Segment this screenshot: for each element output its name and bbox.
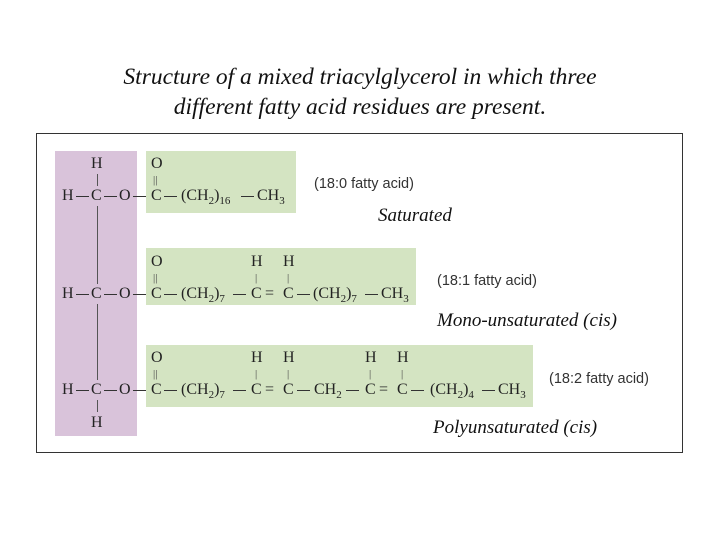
carbonyl-o-2: O — [151, 253, 163, 270]
bond-chain-2c — [297, 294, 310, 295]
glycerol-bottom-h: H — [91, 414, 103, 431]
chain2-ch2-group-2: $(CH_2)_7$ — [313, 285, 357, 305]
chain2-bond-h-b: | — [287, 272, 290, 284]
chain3-c-d: C — [397, 381, 408, 398]
title-line-1: Structure of a mixed triacylglycerol in which three — [123, 64, 597, 90]
bond-chain-3f — [482, 390, 495, 391]
chain3-bond-h-a: | — [255, 368, 258, 380]
bond-chain-1b — [241, 196, 254, 197]
bond-c-o-3 — [104, 390, 117, 391]
chain3-ch2-mid: $CH_2$ — [314, 381, 342, 401]
chain3-ch2-group-2: $(CH_2)_4$ — [430, 381, 474, 401]
chain2-bond-h-a: | — [255, 272, 258, 284]
chain3-bond-h-b: | — [287, 368, 290, 380]
bond-chain-3d — [346, 390, 359, 391]
glycerol-bond-top — [97, 174, 98, 186]
glycerol-o-2: O — [119, 285, 131, 302]
bond-o-c-1 — [133, 196, 146, 197]
bond-chain-3c — [297, 390, 310, 391]
chain3-double-bond-2: = — [379, 381, 389, 398]
carbonyl-double-bond-3: || — [153, 368, 158, 380]
glycerol-c-1: C — [91, 187, 102, 204]
glycerol-h-2: H — [62, 285, 74, 302]
bond-chain-2b — [233, 294, 246, 295]
diagram-title — [0, 62, 720, 122]
chain1-terminal-ch3: $CH_3$ — [257, 187, 285, 207]
glycerol-h-1: H — [62, 187, 74, 204]
fatty-acid-label-18-0: (18:0 fatty acid) — [314, 176, 414, 192]
chain3-c-c: C — [365, 381, 376, 398]
bond-chain-1a — [164, 196, 177, 197]
glycerol-bond-bottom — [97, 400, 98, 412]
chain2-c-a: C — [251, 285, 262, 302]
chain2-c-b: C — [283, 285, 294, 302]
carbonyl-o-3: O — [151, 349, 163, 366]
carbonyl-c-2: C — [151, 285, 162, 302]
chain3-double-bond-1: = — [265, 381, 275, 398]
glycerol-o-1: O — [119, 187, 131, 204]
bond-c-o-2 — [104, 294, 117, 295]
chain2-h-b: H — [283, 253, 295, 270]
carbonyl-c-3: C — [151, 381, 162, 398]
bond-o-c-2 — [133, 294, 146, 295]
chain3-c-a: C — [251, 381, 262, 398]
chain2-h-a: H — [251, 253, 263, 270]
chain3-h-a: H — [251, 349, 263, 366]
glycerol-bond-2-3 — [97, 304, 98, 380]
bond-h-c-2 — [76, 294, 89, 295]
bond-o-c-3 — [133, 390, 146, 391]
caption-polyunsaturated: Polyunsaturated (cis) — [433, 417, 598, 438]
bond-c-o-1 — [104, 196, 117, 197]
caption-mono-unsaturated: Mono-unsaturated (cis) — [437, 310, 617, 331]
glycerol-c-2: C — [91, 285, 102, 302]
chain3-h-b: H — [283, 349, 295, 366]
title-line-2: different fatty acid residues are present. — [173, 94, 547, 120]
fatty-acid-label-18-2: (18:2 fatty acid) — [549, 371, 649, 387]
chain1-ch2-group: $(CH_2)_{16}$ — [181, 187, 231, 207]
caption-saturated: Saturated — [378, 205, 452, 226]
chain3-bond-h-d: | — [401, 368, 404, 380]
carbonyl-double-bond-2: || — [153, 272, 158, 284]
chain2-terminal-ch3: $CH_3$ — [381, 285, 409, 305]
bond-chain-3b — [233, 390, 246, 391]
carbonyl-o-1: O — [151, 155, 163, 172]
chain2-ch2-group-1: $(CH_2)_7$ — [181, 285, 225, 305]
chain2-double-bond: = — [265, 285, 275, 302]
bond-chain-3e — [411, 390, 424, 391]
chain3-terminal-ch3: $CH_3$ — [498, 381, 526, 401]
bond-h-c-3 — [76, 390, 89, 391]
fatty-acid-label-18-1: (18:1 fatty acid) — [437, 273, 537, 289]
carbonyl-c-1: C — [151, 187, 162, 204]
chain3-ch2-group-1: $(CH_2)_7$ — [181, 381, 225, 401]
glycerol-h-3: H — [62, 381, 74, 398]
bond-h-c-1 — [76, 196, 89, 197]
glycerol-top-h: H — [91, 155, 103, 172]
chain3-h-c: H — [365, 349, 377, 366]
bond-chain-2d — [365, 294, 378, 295]
bond-chain-2a — [164, 294, 177, 295]
glycerol-c-3: C — [91, 381, 102, 398]
chain3-c-b: C — [283, 381, 294, 398]
glycerol-bond-1-2 — [97, 206, 98, 284]
bond-chain-3a — [164, 390, 177, 391]
glycerol-o-3: O — [119, 381, 131, 398]
carbonyl-double-bond-1: || — [153, 174, 158, 186]
chain3-bond-h-c: | — [369, 368, 372, 380]
chain3-h-d: H — [397, 349, 409, 366]
